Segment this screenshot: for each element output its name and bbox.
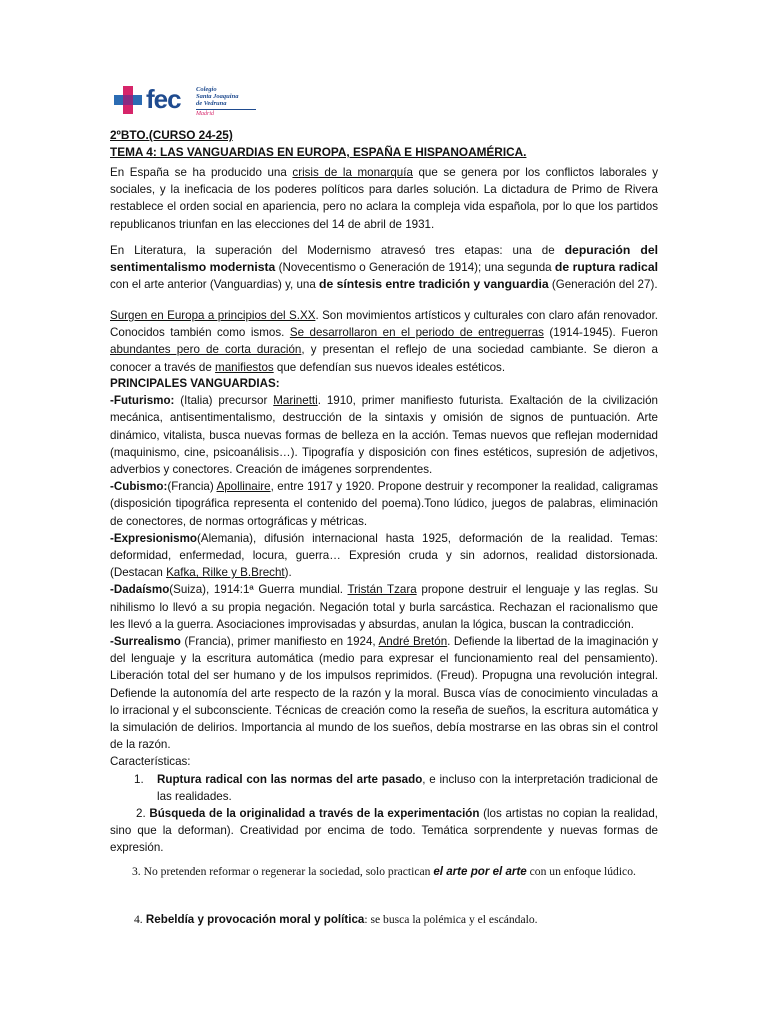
logo-school-name: Colegio Santa Joaquina de Vedruna Madrid xyxy=(196,86,256,117)
document-header xyxy=(110,127,658,161)
expresionismo-paragraph: -Expresionismo(Alemania), difusión internacional hasta 1925, deformación de la realidad. Temas: deformidad, enfermedad, locura, guerra… Expresión cruda y sin adornos, realidad distorsionada. (Destacan Kafka, Rilke y B.Brecht). xyxy=(110,531,658,580)
dadaismo-paragraph: -Dadaísmo(Suiza), 1914:1ª Guerra mundial. Tristán Tzara propone destruir el lenguaje y las reglas. Su nihilismo lo llevó a su propia negación. Negación total y burla sarcástica. Rechazan el racionalismo que les llevó a la guerra. Asociaciones improvisadas y absurdas, anulan la lógica, buscan la contradicción. xyxy=(110,583,658,631)
characteristic-item-2: 2. Búsqueda de la originalidad a través de la experimentación (los artistas no copian la realidad, sino que la deforman). Creatividad por encima de todo. Temática sorprendente y nuevas formas de expresión. xyxy=(110,807,659,855)
cross-logo-icon xyxy=(114,86,142,114)
characteristic-item-1: 1. Ruptura radical con las normas del arte pasado, e incluso con la interpretación tradicional de las realidades. xyxy=(134,772,658,803)
section-title: PRINCIPALES VANGUARDIAS: xyxy=(110,377,280,390)
logo-city: Madrid xyxy=(196,109,256,117)
futurismo-paragraph: -Futurismo: (Italia) precursor Marinetti. 1910, primer manifiesto futurista. Exaltación de la civilización mecánica, antisentimentalismo, destrucción de la sintaxis y omisión de signos de puntuación. Arte dinámico, vitalista, busca nuevas formas de belleza en la acción. Temas nuevos que reflejan modernidad (maquinismo, cine, psicoanálisis…). Tipografía y disposición con fines estéticos, supresión de adjetivos, adverbios y conectores. Creación de imágenes sorprendentes. xyxy=(110,394,659,477)
intro-paragraph-3: Surgen en Europa a principios del S.XX. Son movimientos artísticos y culturales con claro afán renovador. Conocidos también como ismos. Se desarrollaron en el periodo de entreguerras (1914-1945). Fueron abundantes pero de corta duración, y presentan el reflejo de una sociedad cambiante. Se dieron a conocer a través de manifiestos que defendían sus nuevos ideales estéticos. xyxy=(110,309,659,374)
logo-brand-text: fec xyxy=(146,84,181,114)
school-logo xyxy=(114,84,254,122)
cubismo-paragraph: -Cubismo:(Francia) Apollinaire, entre 1917 y 1920. Propone destruir y recomponer la realidad, caligramas (disposición tipográfica representa el contenido del poema).Tono lúdico, juegos de palabras, eliminación de conectores, de normas ortográficas y métricas. xyxy=(110,480,659,528)
characteristic-item-3: 3. No pretenden reformar o regenerar la sociedad, solo practican el arte por el arte con un enfoque lúdico. xyxy=(132,865,636,878)
topic-title: TEMA 4: LAS VANGUARDIAS EN EUROPA, ESPAÑA E HISPANOAMÉRICA. xyxy=(110,145,527,160)
intro-paragraph-2: En Literatura, la superación del Modernismo atravesó tres etapas: una de depuración del sentimentalismo modernista (Novecentismo o Generación de 1914); una segunda de ruptura radical con el arte anterior (Vanguardias) y, una de síntesis entre tradición y vanguardia (Generación del 27). xyxy=(110,243,658,292)
course-title: 2ºBTO.(CURSO 24-25) xyxy=(110,128,233,142)
characteristic-item-4: 4. Rebeldía y provocación moral y política: se busca la polémica y el escándalo. xyxy=(134,913,538,926)
vanguards-section xyxy=(110,375,658,857)
characteristics-label: Características: xyxy=(110,755,191,769)
surrealismo-paragraph: -Surrealismo (Francia), primer manifiesto en 1924, André Bretón. Defiende la libertad de la imaginación y del lenguaje y la escritura automática (medio para expresar el funcionamiento real del pensamiento). Liberación total del ser humano y de los impulsos reprimidos. (Freud). Propugna una revolución integral. Defiende la autonomía del arte respecto de la razón y la moral. Busca vías de conocimiento vinculadas a lo irracional y el subconsciente. Técnicas de creación como la reseña de sueños, la escritura automática y la simulación de delirios. Importancia al mundo de los sueños, debía mostrarse en las obras sin el control de la razón. xyxy=(110,635,658,752)
intro-paragraph-1: En España se ha producido una crisis de la monarquía que se genera por los conflictos laborales y sociales, y la ineficacia de los poderes políticos para darles solución. La dictadura de Primo de Rivera restablece el orden social en apariencia, pero no aclara la compleja vida española, por lo que los partidos republicanos triunfan en las elecciones del 14 de abril de 1931. xyxy=(110,166,658,231)
